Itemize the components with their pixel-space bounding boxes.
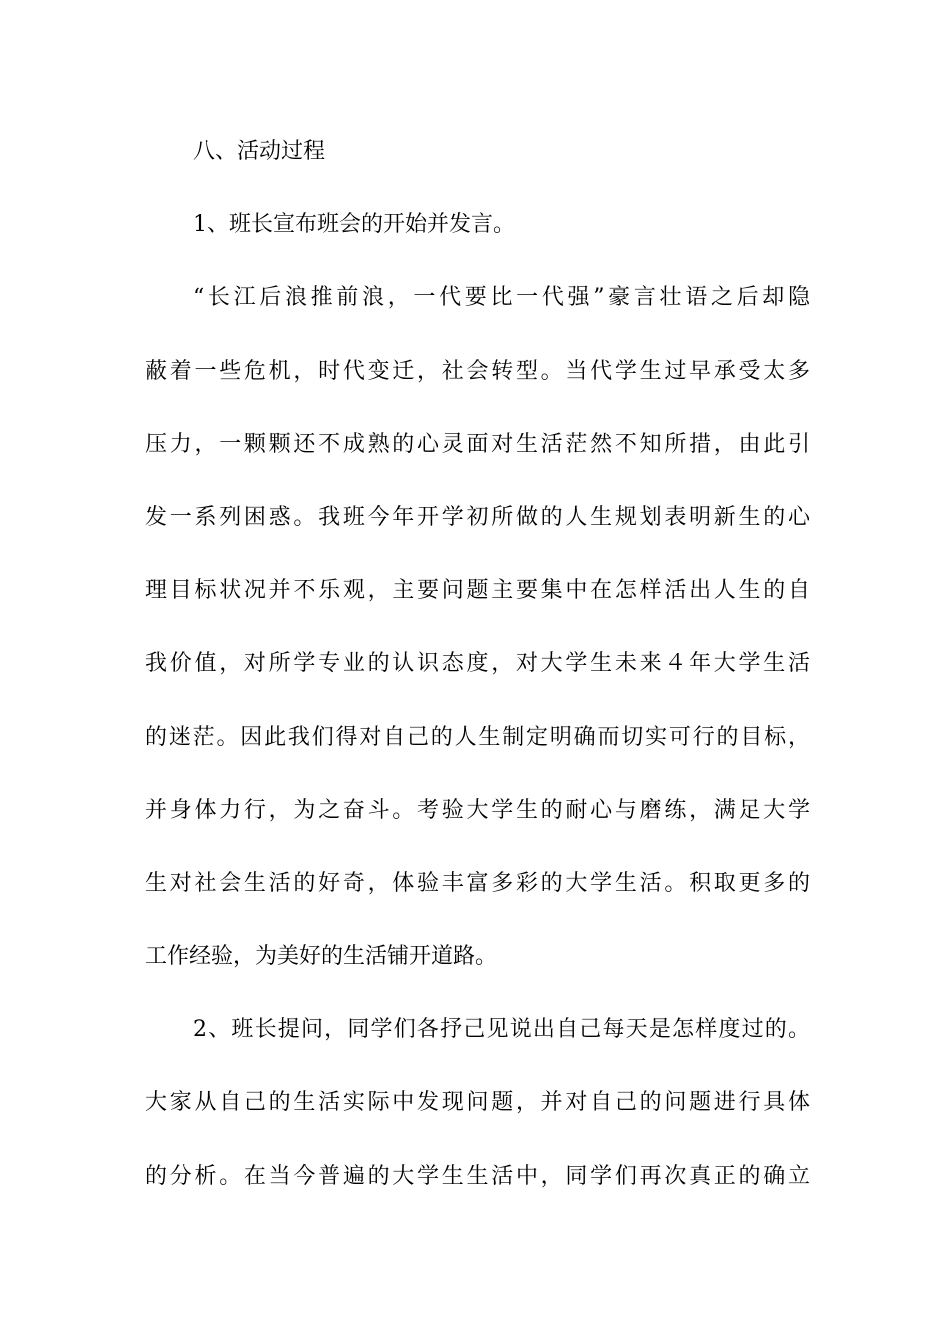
step-2-line: 2、班长提问，同学们各抒己见说出自己每天是怎样度过的。 — [193, 1017, 810, 1043]
document-body — [145, 130, 810, 1228]
section-heading: 八、活动过程 — [193, 139, 326, 164]
paragraph-line: 我价值，对所学专业的认识态度，对大学生未来４年大学生活 — [145, 651, 810, 677]
paragraph-line: 工作经验，为美好的生活铺开道路。 — [145, 944, 498, 970]
paragraph-line: 的迷茫。因此我们得对自己的人生制定明确而切实可行的目标， — [145, 724, 810, 750]
paragraph-line: 发一系列困惑。我班今年开学初所做的人生规划表明新生的心 — [145, 504, 810, 530]
paragraph-line: “长江后浪推前浪，一代要比一代强”豪言壮语之后却隐 — [193, 285, 810, 311]
paragraph-line: 的分析。在当今普遍的大学生生活中，同学们再次真正的确立 — [145, 1163, 810, 1189]
step-1-heading: 1、班长宣布班会的开始并发言。 — [193, 212, 515, 238]
paragraph-line: 蔽着一些危机，时代变迁，社会转型。当代学生过早承受太多 — [145, 358, 810, 384]
paragraph-line: 理目标状况并不乐观，主要问题主要集中在怎样活出人生的自 — [145, 578, 810, 604]
paragraph-line: 压力，一颗颗还不成熟的心灵面对生活茫然不知所措，由此引 — [145, 431, 810, 457]
paragraph-line: 并身体力行，为之奋斗。考验大学生的耐心与磨练，满足大学 — [145, 797, 810, 823]
paragraph-line: 大家从自己的生活实际中发现问题，并对自己的问题进行具体 — [145, 1090, 810, 1116]
paragraph-line: 生对社会生活的好奇，体验丰富多彩的大学生活。积取更多的 — [145, 870, 810, 896]
